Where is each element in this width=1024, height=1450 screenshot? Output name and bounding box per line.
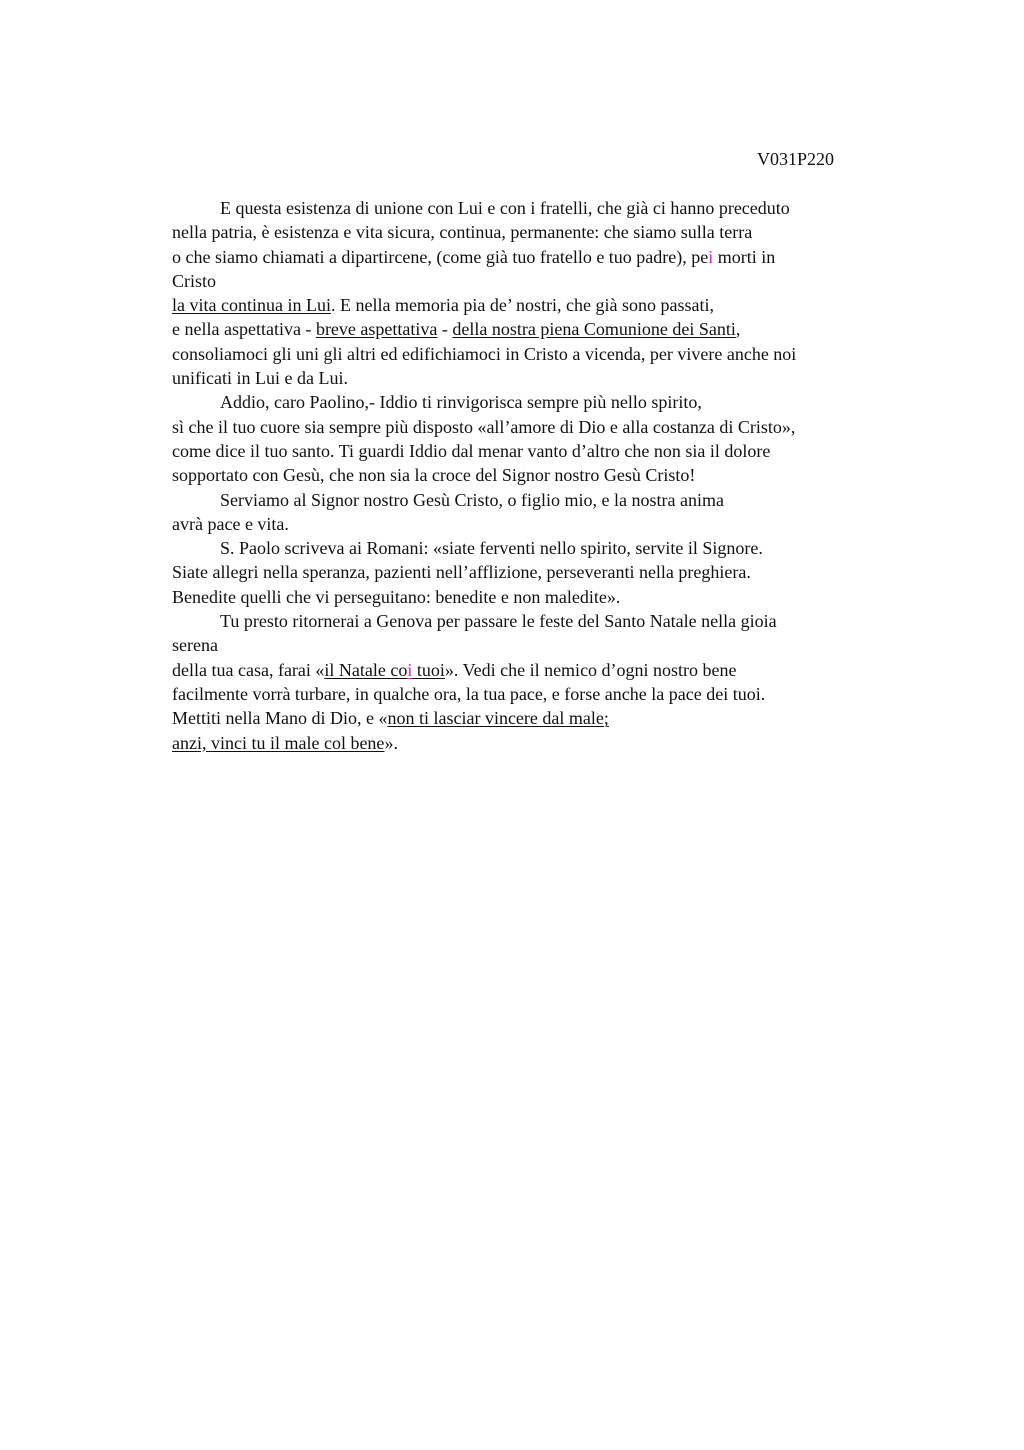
text-span: , xyxy=(735,319,741,340)
text-line xyxy=(172,633,902,657)
text-line xyxy=(172,706,902,730)
text-span: come dice il tuo santo. Ti guardi Iddio dal menar vanto d’altro che non sia il dolore xyxy=(172,440,771,461)
underlined-text: anzi, vinci tu il male col bene xyxy=(172,732,385,753)
underlined-text: non ti lasciar vincere dal male xyxy=(387,708,604,729)
text-span: sì che il tuo cuore sia sempre più disposto «all’amore di Dio e alla costanza di Cristo», xyxy=(172,416,796,437)
text-span: avrà pace e vita. xyxy=(172,513,289,534)
text-span: S. Paolo scriveva ai Romani: «siate ferventi nello spirito, servite il Signore. xyxy=(220,538,763,559)
text-line xyxy=(172,560,902,584)
text-line xyxy=(172,220,902,244)
text-span: Addio, caro Paolino,- Iddio ti rinvigorisca sempre più nello spirito, xyxy=(220,392,702,413)
text-span: consoliamoci gli uni gli altri ed edifichiamoci in Cristo a vicenda, per vivere anche noi xyxy=(172,343,797,364)
underlined-text: tuoi xyxy=(412,659,445,680)
text-line xyxy=(172,293,902,317)
text-span: Mettiti nella Mano di Dio, e « xyxy=(172,708,388,729)
text-span: Tu presto ritornerai a Genova per passare le feste del Santo Natale nella gioia xyxy=(220,611,777,632)
text-span: Cristo xyxy=(172,270,217,291)
text-span: unificati in Lui e da Lui. xyxy=(172,368,348,389)
text-line xyxy=(172,463,902,487)
paragraph-first-line xyxy=(172,488,902,512)
text-line xyxy=(172,245,902,269)
text-span: Siate allegri nella speranza, pazienti nell’afflizione, perseveranti nella preghiera. xyxy=(172,562,751,583)
text-span: e nella aspettativa - xyxy=(172,319,316,340)
text-span: o che siamo chiamati a dipartircene, (come già tuo fratello e tuo padre), pe xyxy=(172,246,709,267)
text-line xyxy=(172,439,902,463)
paragraph-first-line xyxy=(172,536,902,560)
highlighted-letter: i xyxy=(708,246,714,267)
text-line xyxy=(172,731,902,755)
text-line xyxy=(172,512,902,536)
paragraph-first-line xyxy=(172,609,902,633)
text-span: . E nella memoria pia de’ nostri, che già sono passati, xyxy=(330,295,715,316)
text-line xyxy=(172,366,902,390)
text-span: Serviamo al Signor nostro Gesù Cristo, o figlio mio, e la nostra anima xyxy=(220,489,724,510)
highlighted-letter: i xyxy=(407,659,413,680)
underlined-text: ; xyxy=(603,708,609,729)
text-span: E questa esistenza di unione con Lui e con i fratelli, che già ci hanno preceduto xyxy=(220,198,790,218)
paragraph-first-line xyxy=(172,390,902,414)
page-identifier: V031P220 xyxy=(757,149,835,169)
text-line xyxy=(172,682,902,706)
text-span: morti in xyxy=(713,246,776,267)
text-line xyxy=(172,658,902,682)
paragraph-first-line xyxy=(172,196,902,220)
text-span: ». xyxy=(384,732,398,753)
underlined-text: della nostra piena Comunione dei Santi xyxy=(452,319,736,340)
underlined-text: breve aspettativa xyxy=(315,319,438,340)
text-line xyxy=(172,415,902,439)
underlined-text: la vita continua in Lui xyxy=(172,295,331,316)
text-span: della tua casa, farai « xyxy=(172,659,325,680)
text-span: - xyxy=(437,319,453,340)
letter-body xyxy=(172,196,902,755)
text-line xyxy=(172,269,902,293)
text-span: facilmente vorrà turbare, in qualche ora, la tua pace, e forse anche la pace dei tuoi. xyxy=(172,683,766,704)
text-span: Benedite quelli che vi perseguitano: benedite e non maledite». xyxy=(172,586,621,607)
text-span: sopportato con Gesù, che non sia la croce del Signor nostro Gesù Cristo! xyxy=(172,465,696,486)
text-line xyxy=(172,342,902,366)
text-span: serena xyxy=(172,635,218,656)
underlined-text: il Natale co xyxy=(324,659,408,680)
text-line xyxy=(172,317,902,341)
text-span: ». Vedi che il nemico d’ogni nostro bene xyxy=(444,659,737,680)
text-span: nella patria, è esistenza e vita sicura, continua, permanente: che siamo sulla terra xyxy=(172,222,753,243)
text-line xyxy=(172,585,902,609)
